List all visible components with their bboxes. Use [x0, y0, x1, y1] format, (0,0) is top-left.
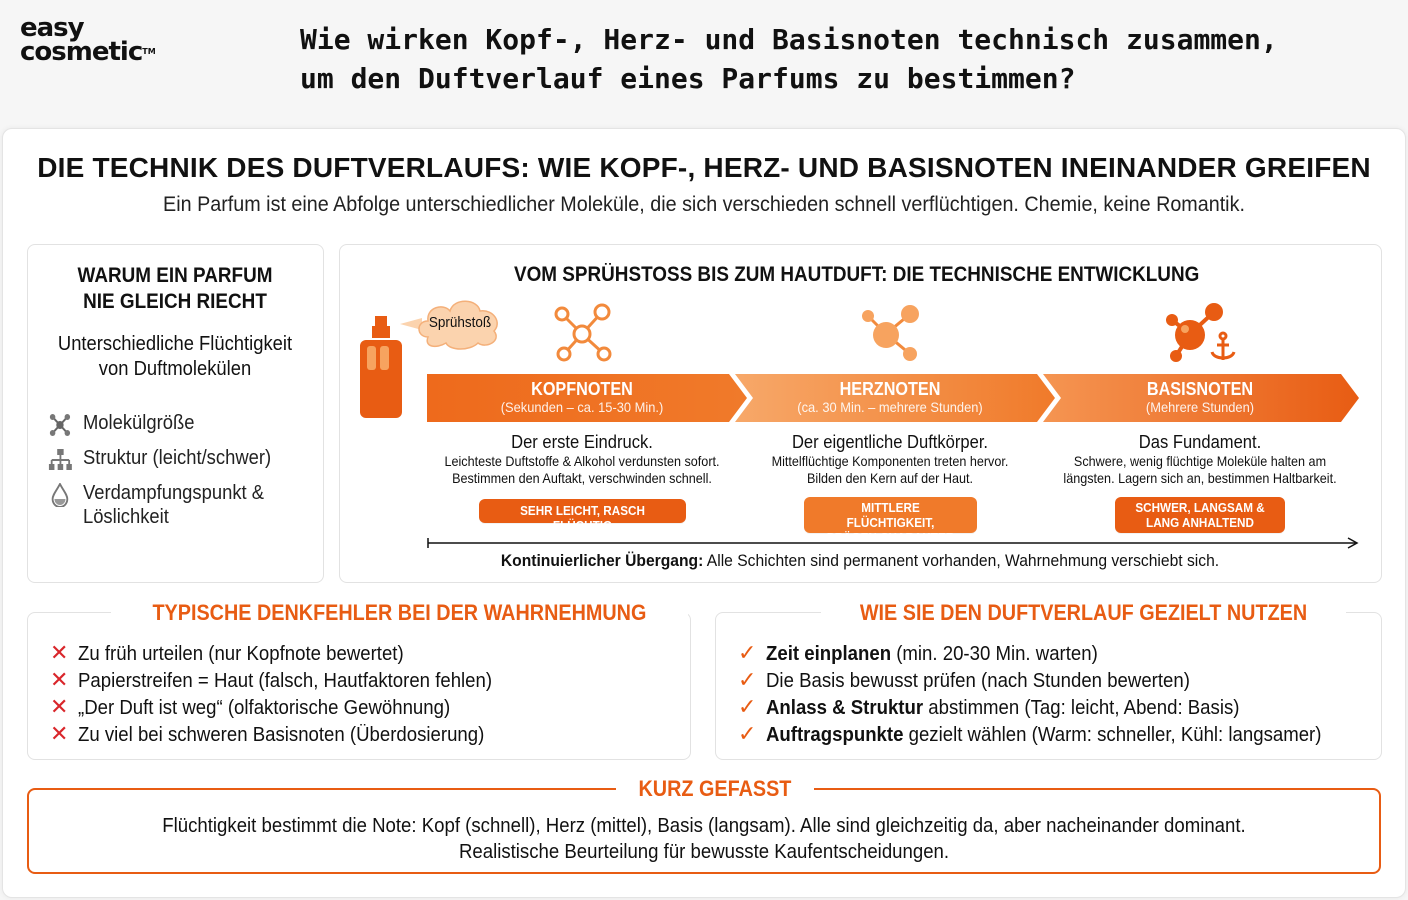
check-icon: ✓	[738, 640, 757, 665]
mistakes-heading: TYPISCHE DENKFEHLER BEI DER WAHRNEHMUNG	[111, 599, 688, 627]
check-icon: ✓	[738, 694, 757, 719]
question-line1: Wie wirken Kopf-, Herz- und Basisnoten technisch zusammen,	[300, 23, 1278, 56]
stage-herznoten	[740, 379, 1040, 416]
factor-text: Molekülgröße	[82, 412, 195, 434]
badge-line: SCHWER, LANGSAM &	[1135, 500, 1265, 515]
transition-rest: Alle Schichten sind permanent vorhanden, Wahrnehmung verschiebt sich.	[703, 551, 1220, 570]
stage-basisnoten	[1050, 379, 1350, 416]
transition-bold: Kontinuierlicher Übergang:	[500, 551, 704, 570]
x-icon: ✕	[50, 640, 69, 665]
factor-item	[48, 481, 306, 533]
badge-line: SEHR LEICHT, RASCH FLÜCHTIG	[520, 503, 645, 533]
factor-text: Verdampfungspunkt & Löslichkeit	[82, 482, 265, 528]
molecule-icon	[48, 413, 72, 437]
x-icon: ✕	[50, 721, 69, 746]
check-icon: ✓	[738, 667, 757, 692]
summary-line2: Realistische Beurteilung für bewusste Kaufentscheidungen.	[458, 841, 950, 863]
why-subtitle	[40, 332, 310, 382]
factor-item	[48, 446, 306, 472]
description-line: Mittelflüchtige Komponenten treten hervor.	[771, 453, 1009, 469]
check-icon: ✓	[738, 721, 757, 746]
stage-description	[730, 431, 1050, 487]
heavy-molecule-anchor-icon	[1160, 300, 1240, 366]
stage-kopfnoten	[427, 379, 737, 416]
description-head: Der erste Eindruck.	[511, 432, 653, 452]
transition-text	[382, 551, 1339, 571]
why-title	[43, 263, 308, 315]
why-subtitle-line2: von Duftmolekülen	[98, 358, 252, 380]
stage-time: (Sekunden – ca. 15-30 Min.)	[500, 399, 664, 415]
usage-item: ✓ Auftragspunkte gezielt wählen (Warm: schneller, Kühl: langsamer)	[738, 721, 1322, 746]
volatility-badge	[804, 497, 977, 545]
mistakes-panel	[27, 600, 691, 760]
usage-panel	[715, 600, 1382, 760]
mistake-item: ✕ „Der Duft ist weg“ (olfaktorische Gewöhnung)	[50, 694, 451, 719]
badge-line: PRÄGEN CHARAKTER	[826, 530, 955, 545]
infographic-subtitle: Ein Parfum ist eine Abfolge unterschiedlicher Moleküle, die sich verschieden schnell verflüchtigen. Chemie, keine Romantik.	[163, 193, 1245, 216]
summary-heading: KURZ GEFASST	[616, 775, 814, 803]
mistake-item: ✕ Papierstreifen = Haut (falsch, Hautfaktoren fehlen)	[50, 667, 493, 692]
description-line: Bilden den Kern auf der Haut.	[806, 470, 974, 486]
why-panel	[27, 244, 324, 583]
transition-arrow	[427, 536, 1359, 550]
why-title-line2: NIE GLEICH RIECHT	[83, 290, 267, 313]
page-question	[300, 20, 1300, 98]
stage-time: (ca. 30 Min. – mehrere Stunden)	[797, 399, 983, 415]
stage-description	[1040, 431, 1360, 487]
volatility-badge	[479, 499, 686, 533]
stage-name: KOPFNOTEN	[531, 379, 633, 399]
timeline-title: VOM SPRÜHSTOSS BIS ZUM HAUTDUFT: DIE TECHNISCHE ENTWICKLUNG	[514, 263, 1200, 286]
x-icon: ✕	[50, 667, 69, 692]
stage-name: HERZNOTEN	[839, 379, 941, 399]
droplet-icon	[48, 483, 72, 507]
description-line: Schwere, wenig flüchtige Moleküle halten am	[1073, 453, 1327, 469]
medium-molecule-icon	[858, 302, 924, 364]
logo-trademark: TM	[142, 47, 156, 56]
stage-description	[412, 431, 752, 487]
stage-name: BASISNOTEN	[1146, 379, 1254, 399]
usage-heading: WIE SIE DEN DUFTVERLAUF GEZIELT NUTZEN	[821, 599, 1346, 627]
description-line: Bestimmen den Auftakt, verschwinden schnell.	[452, 470, 712, 486]
brand-logo	[20, 13, 190, 68]
description-head: Das Fundament.	[1138, 432, 1262, 452]
usage-item: ✓ Die Basis bewusst prüfen (nach Stunden bewerten)	[738, 667, 1190, 692]
infographic-title: DIE TECHNIK DES DUFTVERLAUFS: WIE KOPF-, HERZ- UND BASISNOTEN INEINANDER GREIFEN	[37, 152, 1371, 183]
badge-line: MITTLERE FLÜCHTIGKEIT,	[846, 500, 935, 530]
factor-item	[48, 411, 306, 437]
usage-item: ✓ Anlass & Struktur abstimmen (Tag: leicht, Abend: Basis)	[738, 694, 1240, 719]
summary-panel	[27, 776, 1381, 874]
volatility-badge	[1115, 497, 1285, 533]
usage-item: ✓ Zeit einplanen (min. 20-30 Min. warten)	[738, 640, 1098, 665]
factor-text: Struktur (leicht/schwer)	[82, 447, 272, 469]
description-line: Leichteste Duftstoffe & Alkohol verdunsten sofort.	[444, 453, 720, 469]
description-line: längsten. Lagern sich an, bestimmen Haltbarkeit.	[1063, 470, 1337, 486]
light-molecule-icon	[552, 302, 614, 364]
mistake-item: ✕ Zu früh urteilen (nur Kopfnote bewertet)	[50, 640, 404, 665]
logo-line2: cosmetic	[20, 37, 143, 67]
spray-label: Sprühstoß	[428, 314, 492, 331]
badge-line: LANG ANHALTEND	[1146, 515, 1254, 530]
mistake-item: ✕ Zu viel bei schweren Basisnoten (Überdosierung)	[50, 721, 485, 746]
summary-line1: Flüchtigkeit bestimmt die Note: Kopf (schnell), Herz (mittel), Basis (langsam). Alle sind gleichzeitig da, aber nacheinander dominant.	[162, 815, 1246, 837]
structure-icon	[48, 448, 72, 472]
summary-text	[76, 813, 1332, 865]
logo-line1: easy	[20, 13, 84, 43]
stage-time: (Mehrere Stunden)	[1145, 399, 1255, 415]
description-head: Der eigentliche Duftkörper.	[791, 432, 989, 452]
question-line2: um den Duftverlauf eines Parfums zu bestimmen?	[300, 62, 1076, 95]
why-title-line1: WARUM EIN PARFUM	[77, 264, 273, 287]
x-icon: ✕	[50, 694, 69, 719]
why-subtitle-line1: Unterschiedliche Flüchtigkeit	[57, 333, 293, 355]
